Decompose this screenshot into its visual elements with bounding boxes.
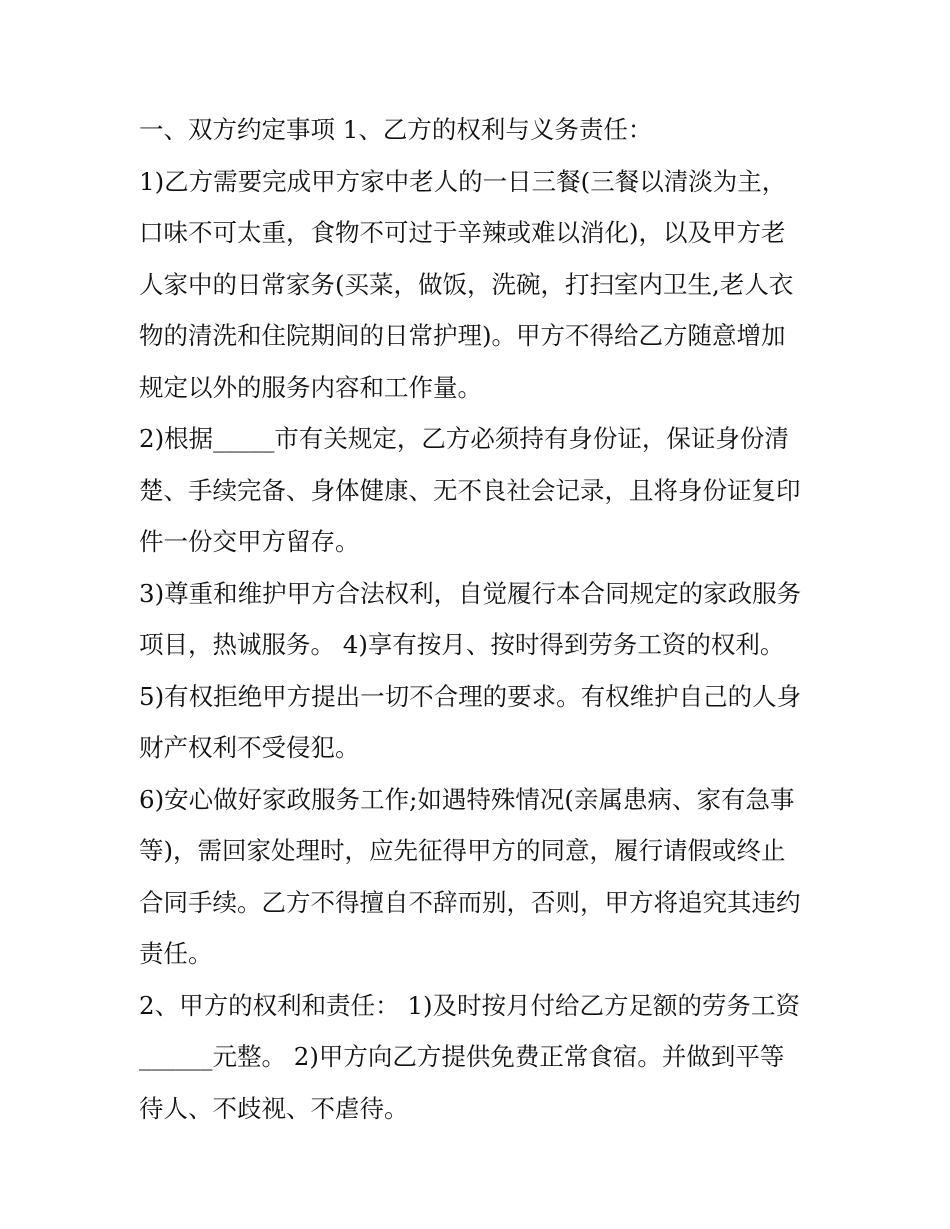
text-line: 口味不可太重，食物不可过于辛辣或难以消化)，以及甲方老 [139, 218, 786, 247]
text-line: 物的清洗和住院期间的日常护理)。甲方不得给乙方随意增加 [139, 321, 786, 350]
text-line: 5)有权拒绝甲方提出一切不合理的要求。有权维护自己的人身 [139, 681, 802, 711]
text-line: 项目，热诚服务。 4)享有按月、按时得到劳务工资的权利。 [139, 630, 785, 659]
text-line: 6)安心做好家政服务工作;如遇特殊情况(亲属患病、家有急事 [139, 784, 795, 814]
text-line: 楚、手续完备、身体健康、无不良社会记录，且将身份证复印 [139, 475, 801, 505]
text-line: 责任。 [139, 939, 213, 968]
text-line: 合同手续。乙方不得擅自不辞而别，否则，甲方将追究其违约 [139, 887, 801, 917]
text-line: 人家中的日常家务(买菜，做饭，洗碗，打扫室内卫生,老人衣 [139, 269, 794, 299]
text-line: 件一份交甲方留存。 [139, 527, 360, 556]
text-line: 规定以外的服务内容和工作量。 [139, 372, 482, 402]
text-line: 1)乙方需要完成甲方家中老人的一日三餐(三餐以清淡为主， [139, 166, 787, 196]
text-line: 财产权利不受侵犯。 [139, 733, 360, 762]
text-line: 待人、不歧视、不虐待。 [139, 1093, 409, 1123]
document-body [139, 104, 819, 1134]
text-line: 2)根据_____市有关规定，乙方必须持有身份证，保证身份清 [139, 424, 789, 453]
section-heading-line: 一、双方约定事项 1、乙方的权利与义务责任： [139, 115, 653, 144]
text-line: 等)，需回家处理时，应先征得甲方的同意，履行请假或终止 [139, 836, 786, 865]
text-line: 3)尊重和维护甲方合法权利，自觉履行本合同规定的家政服务 [139, 578, 802, 608]
text-line: ______元整。 2)甲方向乙方提供免费正常食宿。并做到平等 [139, 1042, 785, 1071]
section-heading-line: 2、甲方的权利和责任： 1)及时按月付给乙方足额的劳务工资 [139, 990, 801, 1020]
